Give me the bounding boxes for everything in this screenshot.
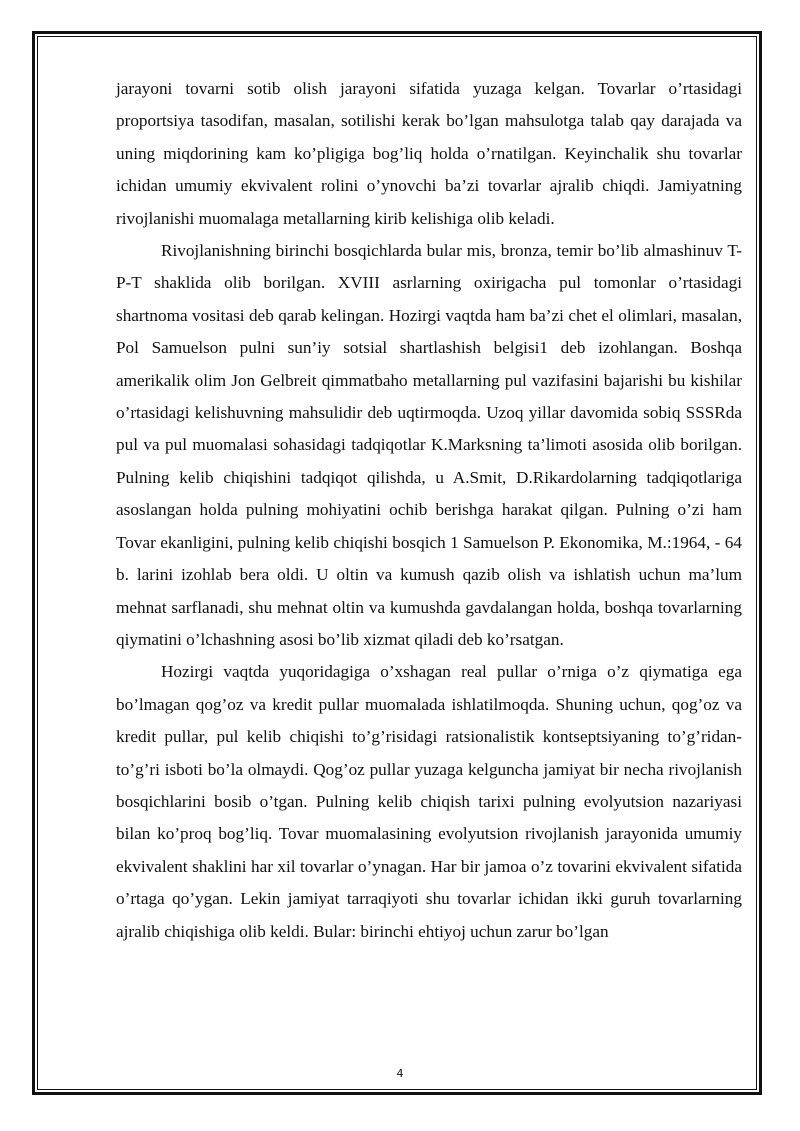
- paragraph-3: Hozirgi vaqtda yuqoridagiga o’xshagan real pullar o’rniga o’z qiymatiga ega bo’lmagan qog’oz va kredit pullar muomalada ishlatilmoqda. Shuning uchun, qog’oz va kredit pullar, pul kelib chiqishi to’g’risidagi ratsionalistik kontseptsiyaning to’g’ridan-to’g’ri isboti bo’la olmaydi. Qog’oz pullar yuzaga kelguncha jamiyat bir necha rivojlanish bosqichlarini bosib o’tgan. Pulning kelib chiqish tarixi pulning evolyutsion nazariyasi bilan ko’proq bog’liq. Tovar muomalasining evolyutsion rivojlanish jarayonida umumiy ekvivalent shaklini har xil tovarlar o’ynagan. Har bir jamoa o’z tovarini ekvivalent sifatida o’rtaga qo’ygan. Lekin jamiyat tarraqiyoti shu tovarlar ichidan ikki guruh tovarlarning ajralib chiqishiga olib keldi. Bular: birinchi ehtiyoj uchun zarur bo’lgan: [116, 662, 742, 941]
- paragraph-1: jarayoni tovarni sotib olish jarayoni sifatida yuzaga kelgan. Tovarlar o’rtasidagi proportsiya tasodifan, masalan, sotilishi kerak bo’lgan mahsulotga talab qay darajada va uning miqdorining kam ko’pligiga bog’liq holda o’rnatilgan. Keyinchalik shu tovarlar ichidan umumiy ekvivalent rolini o’ynovchi ba’zi tovarlar ajralib chiqdi. Jamiyatning rivojlanishi muomalaga metallarning kirib kelishiga olib keladi.: [116, 79, 742, 228]
- document-body: [116, 73, 742, 948]
- paragraph-2: Rivojlanishning birinchi bosqichlarda bular mis, bronza, temir bo’lib almashinuv T-P-T shaklida olib borilgan. XVIII asrlarning oxirigacha pul tomonlar o’rtasidagi shartnoma vositasi deb qarab kelingan. Hozirgi vaqtda ham ba’zi chet el olimlari, masalan, Pol Samuelson pulni sun’iy sotsial shartlashish belgisi1 deb izohlangan. Boshqa amerikalik olim Jon Gelbreit qimmatbaho metallarning pul vazifasini bajarishi bu kishilar o’rtasidagi kelishuvning mahsulidir deb uqtirmoqda. Uzoq yillar davomida sobiq SSSRda pul va pul muomalasi sohasidagi tadqiqotlar K.Marksning ta’limoti asosida olib borilgan. Pulning kelib chiqishini tadqiqot qilishda, u A.Smit, D.Rikardolarning tadqiqotlariga asoslangan holda pulning mohiyatini ochib berishga harakat qilgan. Pulning o’zi ham Tovar ekanligini, pulning kelib chiqishi bosqich 1 Samuelson P. Ekonomika, M.:1964, - 64 b. larini izohlab bera oldi. U oltin va kumush qazib olish va ishlatish uchun ma’lum mehnat sarflanadi, shu mehnat oltin va kumushda gavdalangan holda, boshqa tovarlarning qiymatini o’lchashning asosi bo’lib xizmat qiladi deb ko’rsatgan.: [116, 241, 742, 649]
- page-number: 4: [396, 1067, 404, 1080]
